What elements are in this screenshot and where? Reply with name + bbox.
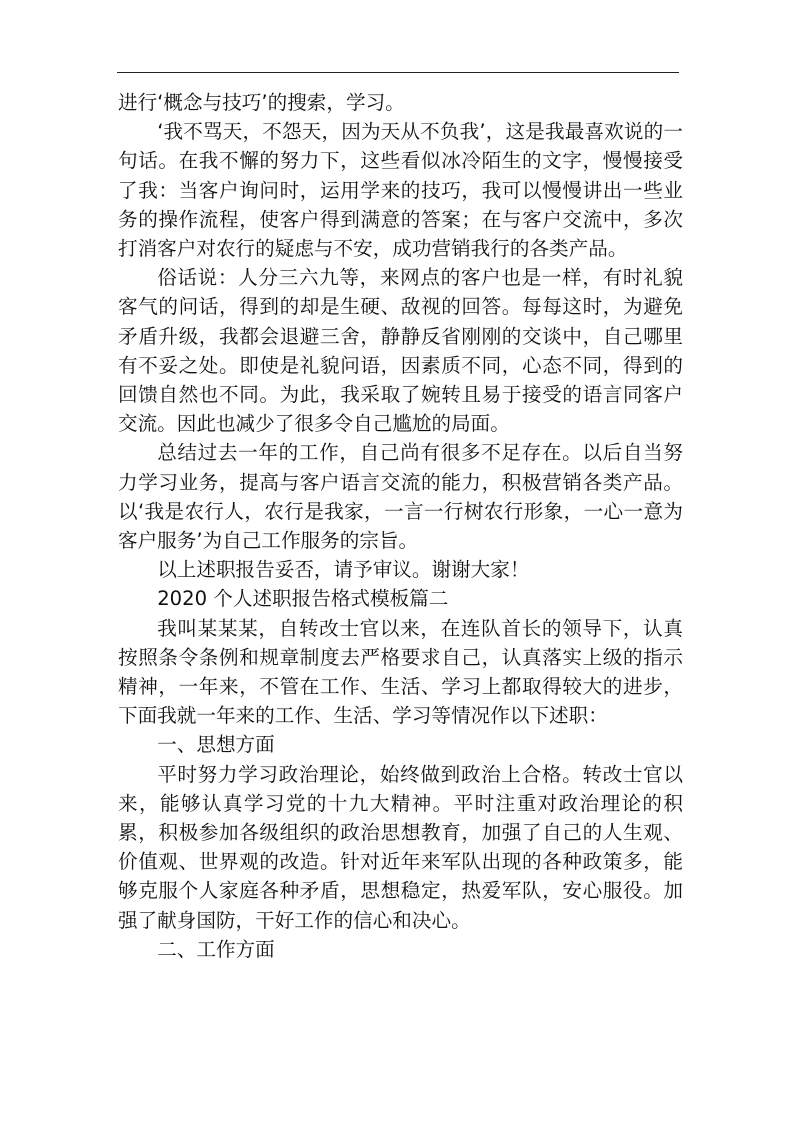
paragraph-year-summary: 总结过去一年的工作，自己尚有很多不足存在。以后自当努力学习业务，提高与客户语言交流的能力，积极营销各类产品。以‘我是农行人，农行是我家，一言一行树农行形象，一心一意为客户服务’为自己工作服务的宗旨。 bbox=[118, 441, 683, 553]
paragraph-customer-communication: 俗话说：人分三六九等，来网点的客户也是一样，有时礼貌客气的问话，得到的却是生硬、敌视的回答。每每这时，为避免矛盾升级，我都会退避三舍，静静反省刚刚的交谈中，自己哪里有不妥之处。即使是礼貌问语，因素质不同，心态不同，得到的回馈自然也不同。为此，我采取了婉转且易于接受的语言同客户交流。因此也减少了很多令自己尴尬的局面。 bbox=[118, 266, 683, 436]
paragraph-ideology: 平时努力学习政治理论，始终做到政治上合格。转改士官以来，能够认真学习党的十九大精神。平时注重对政治理论的积累，积极参加各级组织的政治思想教育，加强了自己的人生观、价值观、世界观的改造。针对近年来军队出现的各种政策多，能够克服个人家庭各种矛盾，思想稳定，热爱军队，安心服役。加强了献身国防，干好工作的信心和决心。 bbox=[118, 762, 683, 932]
paragraph-search-concepts: 进行‘概念与技巧’的搜索，学习。 bbox=[118, 91, 405, 114]
header-rule bbox=[117, 72, 679, 73]
heading-ideology: 一、思想方面 bbox=[157, 733, 275, 757]
document-body bbox=[118, 88, 683, 964]
paragraph-favorite-saying: ‘我不骂天，不怨天，因为天从不负我’，这是我最喜欢说的一句话。在我不懈的努力下，这些看似冰冷陌生的文字，慢慢接受了我：当客户询问时，运用学来的技巧，我可以慢慢讲出一些业务的操作流程，使客户得到满意的答案；在与客户交流中，多次打消客户对农行的疑虑与不安，成功营销我行的各类产品。 bbox=[118, 120, 683, 261]
heading-work: 二、工作方面 bbox=[157, 937, 275, 961]
section-title-template-two: 2020 个人述职报告格式模板篇二 bbox=[157, 587, 449, 611]
paragraph-closing-remarks: 以上述职报告妥否，请予审议。谢谢大家！ bbox=[157, 558, 530, 582]
paragraph-introduction: 我叫某某某，自转改士官以来，在连队首长的领导下，认真按照条令条例和规章制度去严格要求自己，认真落实上级的指示精神，一年来，不管在工作、生活、学习上都取得较大的进步，下面我就一年来的工作、生活、学习等情况作以下述职： bbox=[118, 616, 683, 728]
